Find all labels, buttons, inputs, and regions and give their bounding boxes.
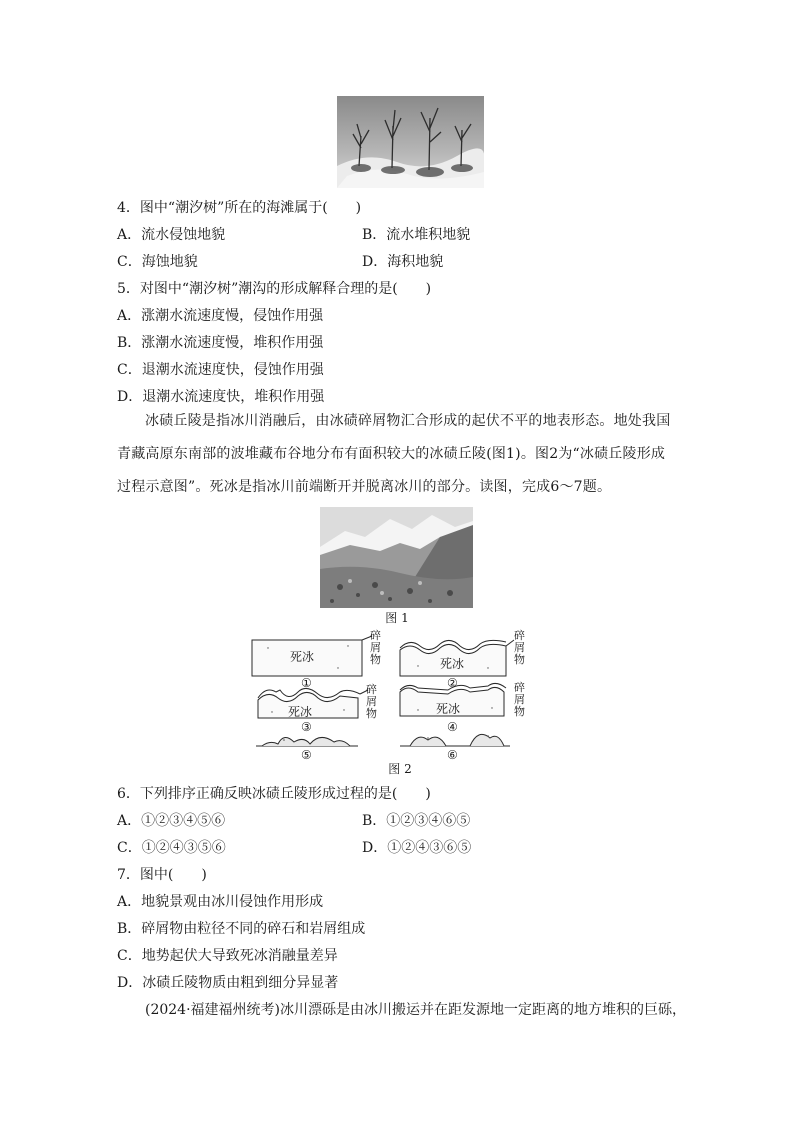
intro-paragraph: 冰碛丘陵是指冰川消融后，由冰碛碎屑物汇合形成的起伏不平的地表形态。地处我国青藏高原东南部的波堆藏布谷地分布有面积较大的冰碛丘陵(图1)。图2为“冰碛丘陵形成过程示意图”。死冰是指冰川前端断开并脱离冰川的部分。读图，完成6～7题。 xyxy=(117,413,671,495)
q7-option-c: C．地势起伏大导致死冰消融量差异 xyxy=(117,948,338,964)
q4-option-a: A．流水侵蚀地貌 xyxy=(117,227,226,243)
dead-ice-label-2: 死冰 xyxy=(440,657,465,671)
q4-stem: 4．图中“潮汐树”所在的海滩属于( ) xyxy=(117,200,362,216)
step-4-number: ④ xyxy=(447,720,458,734)
q5-option-d: D．退潮水流速度快，堆积作用强 xyxy=(117,389,325,405)
dead-ice-label-3: 死冰 xyxy=(288,705,313,719)
q4-option-b: B．流水堆积地貌 xyxy=(362,227,471,243)
q7-option-d: D．冰碛丘陵物质由粗到细分异显著 xyxy=(117,975,339,991)
debris-label-3: 碎 屑 物 xyxy=(366,683,377,720)
debris-label-1: 碎 屑 物 xyxy=(370,629,381,666)
q4-option-d: D．海积地貌 xyxy=(362,254,444,270)
moraine-photo xyxy=(320,507,473,608)
q6-option-b: B．①②③④⑥⑤ xyxy=(362,813,471,829)
debris-label-2: 碎 屑 物 xyxy=(514,629,525,666)
step-6-moraine xyxy=(410,734,504,746)
step-5-number: ⑤ xyxy=(301,748,312,762)
q6-option-d: D．①②④③⑥⑤ xyxy=(362,840,472,856)
step-3-number: ③ xyxy=(301,720,312,734)
dead-ice-label-1: 死冰 xyxy=(290,650,315,664)
figure-2-caption: 图 2 xyxy=(388,762,412,776)
tidal-tree-photo xyxy=(337,96,484,188)
q6-option-c: C．①②④③⑤⑥ xyxy=(117,840,226,856)
step-6-number: ⑥ xyxy=(447,748,458,762)
q4-option-c: C．海蚀地貌 xyxy=(117,254,198,270)
step-1-number: ① xyxy=(301,676,312,690)
q7-stem: 7．图中( ) xyxy=(117,867,207,883)
q5-option-c: C．退潮水流速度快，侵蚀作用强 xyxy=(117,362,324,378)
q7-option-a: A．地貌景观由冰川侵蚀作用形成 xyxy=(117,894,324,910)
next-passage-start: (2024·福建福州统考)冰川漂砾是由冰川搬运并在距发源地一定距离的地方堆积的巨砾， xyxy=(145,1002,687,1018)
q6-option-a: A．①②③④⑤⑥ xyxy=(117,813,226,829)
debris-label-4: 碎 屑 物 xyxy=(514,681,525,718)
q5-option-b: B．涨潮水流速度慢，堆积作用强 xyxy=(117,335,324,351)
q5-option-a: A．涨潮水流速度慢，侵蚀作用强 xyxy=(117,308,324,324)
q7-option-b: B．碎屑物由粒径不同的碎石和岩屑组成 xyxy=(117,921,366,937)
step-2-number: ② xyxy=(447,676,458,690)
moraine-formation-diagram xyxy=(248,628,538,764)
figure-1-caption: 图 1 xyxy=(385,611,409,625)
q5-stem: 5．对图中“潮汐树”潮沟的形成解释合理的是( ) xyxy=(117,281,432,297)
q6-stem: 6．下列排序正确反映冰碛丘陵形成过程的是( ) xyxy=(117,786,431,802)
dead-ice-label-4: 死冰 xyxy=(436,702,461,716)
step-5-moraine xyxy=(262,737,350,746)
